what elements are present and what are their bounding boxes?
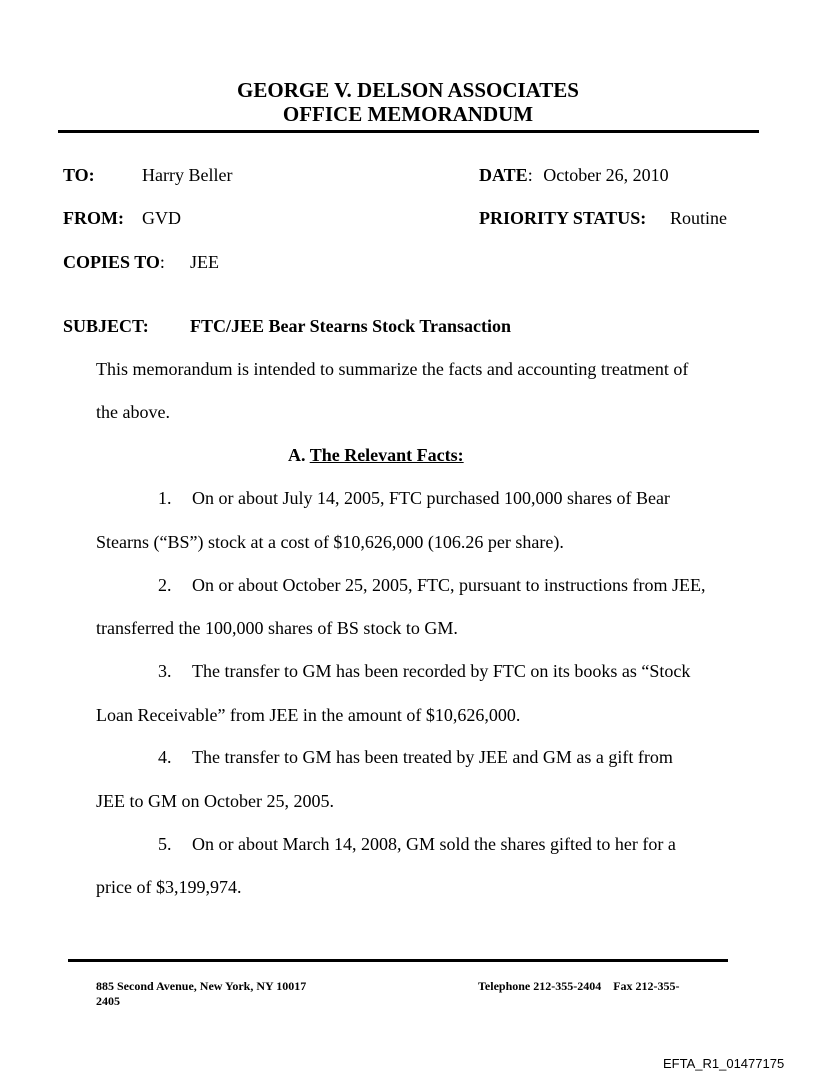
fact-1-number: 1. xyxy=(158,488,172,508)
fact-4-number: 4. xyxy=(158,747,172,767)
fact-3-line-1: The transfer to GM has been recorded by FTC on its books as “Stock xyxy=(192,661,691,681)
copies-value: JEE xyxy=(190,252,219,272)
to-label: TO: xyxy=(63,165,95,185)
intro-line-2: the above. xyxy=(96,402,170,422)
priority-label: PRIORITY STATUS: xyxy=(479,208,647,228)
date-field xyxy=(479,164,669,186)
subject-value: FTC/JEE Bear Stearns Stock Transaction xyxy=(190,316,512,336)
fact-5-line-2: price of $3,199,974. xyxy=(96,877,242,897)
fact-4-line-1: The transfer to GM has been treated by JEE and GM as a gift from xyxy=(192,747,673,767)
fact-5-number: 5. xyxy=(158,834,172,854)
memo-title: OFFICE MEMORANDUM xyxy=(282,102,534,126)
company-name: GEORGE V. DELSON ASSOCIATES xyxy=(237,78,579,102)
fact-3-number: 3. xyxy=(158,661,172,681)
to-value: Harry Beller xyxy=(142,165,233,185)
from-value: GVD xyxy=(142,208,181,228)
footer-phone-fax: Telephone 212-355-2404 Fax 212-355- xyxy=(478,979,680,993)
fact-2-line-1: On or about October 25, 2005, FTC, pursuant to instructions from JEE, xyxy=(192,575,706,595)
section-a-title: The Relevant Facts: xyxy=(309,445,464,465)
date-value: October 26, 2010 xyxy=(543,165,669,185)
document-id: EFTA_R1_01477175 xyxy=(663,1056,785,1071)
date-label: DATE xyxy=(479,165,528,185)
priority-value: Routine xyxy=(670,208,727,228)
copies-field xyxy=(63,251,165,273)
fact-5-line-1: On or about March 14, 2008, GM sold the shares gifted to her for a xyxy=(192,834,676,854)
footer-address: 885 Second Avenue, New York, NY 10017 xyxy=(96,979,307,993)
section-a-heading xyxy=(288,444,464,466)
date-colon: : xyxy=(527,165,533,185)
footer-divider xyxy=(68,959,728,962)
fact-1-line-1: On or about July 14, 2005, FTC purchased 100,000 shares of Bear xyxy=(192,488,670,508)
copies-label: COPIES TO xyxy=(63,252,160,272)
fact-2-number: 2. xyxy=(158,575,172,595)
fact-4-line-2: JEE to GM on October 25, 2005. xyxy=(96,791,334,811)
subject-label: SUBJECT: xyxy=(63,316,149,336)
footer-fax-continuation: 2405 xyxy=(96,994,120,1008)
section-a-prefix: A. xyxy=(288,445,306,465)
intro-line-1: This memorandum is intended to summarize the facts and accounting treatment of xyxy=(96,359,689,379)
header-divider xyxy=(58,130,759,133)
copies-colon: : xyxy=(159,252,165,272)
fact-3-line-2: Loan Receivable” from JEE in the amount of $10,626,000. xyxy=(96,705,521,725)
fact-1-line-2: Stearns (“BS”) stock at a cost of $10,626,000 (106.26 per share). xyxy=(96,532,564,552)
fact-2-line-2: transferred the 100,000 shares of BS stock to GM. xyxy=(96,618,458,638)
from-label: FROM: xyxy=(63,208,124,228)
